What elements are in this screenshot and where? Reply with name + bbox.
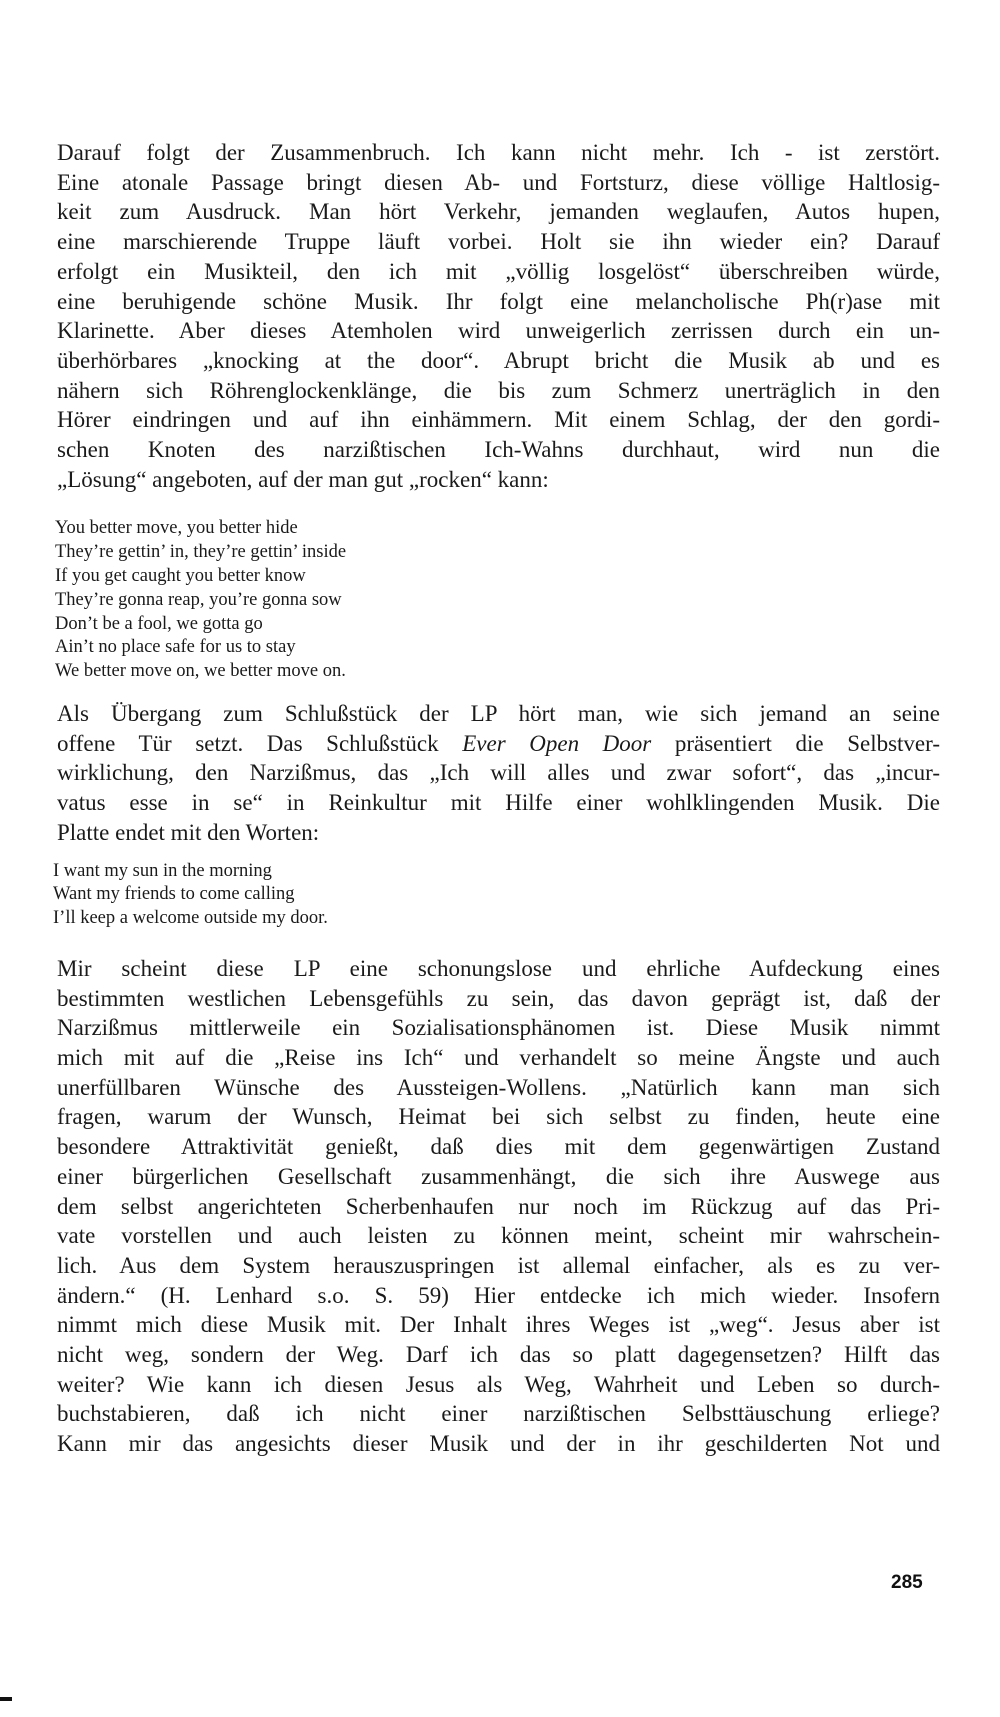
text-line: Darauf folgt der Zusammenbruch. Ich kann nicht mehr. Ich - ist zerstört. [57,140,940,165]
text-line: ändern.“ (H. Lenhard s.o. S. 59) Hier entdecke ich mich wieder. Insofern [57,1282,940,1308]
text-line: „Lösung“ angeboten, auf der man gut „rocken“ kann: [57,466,549,492]
text-line: Eine atonale Passage bringt diesen Ab- und Fortsturz, diese völlige Haltlosig- [57,169,940,195]
text-line: nähern sich Röhrenglockenklänge, die bis zum Schmerz unerträglich in den [57,377,940,403]
text-line: buchstabieren, daß ich nicht einer narzißtischen Selbsttäuschung erliege? [57,1401,940,1427]
text-line: vate vorstellen und auch leisten zu können meint, scheint mir wahrschein- [57,1223,940,1249]
text-line: unerfüllbaren Wünsche des Aussteigen-Wollens. „Natürlich kann man sich [57,1074,940,1100]
text-line: Hörer eindringen und auf ihn einhämmern. Mit einem Schlag, der den gordi- [57,407,940,433]
text-line: keit zum Ausdruck. Man hört Verkehr, jemanden weglaufen, Autos hupen, [57,199,940,225]
lyric-line: Don’t be a fool, we gotta go [55,613,263,634]
text-line: Als Übergang zum Schlußstück der LP hört man, wie sich jemand an seine [57,701,940,727]
text-line: weiter? Wie kann ich diesen Jesus als Weg, Wahrheit und Leben so durch- [57,1371,940,1397]
text-line: fragen, warum der Wunsch, Heimat bei sich selbst zu finden, heute eine [57,1104,940,1130]
text-line: nimmt mich diese Musik mit. Der Inhalt ihres Weges ist „weg“. Jesus aber ist [57,1312,940,1338]
text-line: eine marschierende Truppe läuft vorbei. Holt sie ihn wieder ein? Darauf [57,229,940,255]
text-line: Mir scheint diese LP eine schonungslose und ehrliche Aufdeckung eines [57,955,940,981]
lyric-line: If you get caught you better know [55,566,306,587]
text-line: vatus esse in se“ in Reinkultur mit Hilfe einer wohlklingenden Musik. Die [57,790,940,816]
lyric-line: You better move, you better hide [55,518,298,539]
lyric-line: I want my sun in the morning [53,860,272,881]
lyric-line: Ain’t no place safe for us to stay [55,637,296,658]
lyric-line: I’ll keep a welcome outside my door. [53,908,328,929]
lyric-line: Want my friends to come calling [53,884,295,905]
text-line: bestimmten westlichen Lebensgefühls zu sein, das davon geprägt ist, daß der [57,985,940,1011]
text-line: Klarinette. Aber dieses Atemholen wird unweigerlich zerrissen durch ein un- [57,318,940,344]
text-line: lich. Aus dem System herauszuspringen ist allemal einfacher, als es zu ver- [57,1252,940,1278]
paragraph-reflection [57,954,940,1459]
paragraph-breakdown [57,138,940,494]
text-line: wirklichung, den Narzißmus, das „Ich will alles und zwar sofort“, das „incur- [57,760,940,786]
text-line: dem selbst angerichteten Scherbenhaufen nur noch im Rückzug auf das Pri- [57,1193,940,1219]
text-line: schen Knoten des narzißtischen Ich-Wahns durchhaut, wird nun die [57,437,940,463]
text-line: Platte endet mit den Worten: [57,819,320,845]
text-line: überhörbares „knocking at the door“. Abrupt bricht die Musik ab und es [57,347,940,373]
text-line: Kann mir das angesichts dieser Musik und der in ihr geschilderten Not und [57,1431,940,1457]
text-line [57,729,940,759]
page-body [53,138,940,1459]
text-line: mich mit auf die „Reise ins Ich“ und verhandelt so meine Ängste und auch [57,1045,940,1071]
lyrics-quote-welcome [53,860,940,931]
album-song-title: Ever Open Door [462,730,652,756]
text-line: besondere Attraktivität genießt, daß dies mit dem gegenwärtigen Zustand [57,1134,940,1160]
text-line: nicht weg, sondern der Weg. Darf ich das so platt dagegensetzen? Hilft das [57,1342,940,1368]
page-number: 285 [891,1572,923,1593]
text-line: Narzißmus mittlerweile ein Sozialisationsphänomen ist. Diese Musik nimmt [57,1015,940,1041]
scan-edge-mark [0,1697,12,1701]
paragraph-ever-open-door [57,699,940,848]
lyric-line: We better move on, we better move on. [55,661,346,682]
text-segment: präsentiert die Selbstver- [651,730,940,756]
text-line: eine beruhigende schöne Musik. Ihr folgt eine melancholische Ph(r)ase mit [57,288,940,314]
lyrics-quote-move-on [55,517,940,684]
text-line: einer bürgerlichen Gesellschaft zusammenhängt, die sich ihre Auswege aus [57,1163,940,1189]
lyric-line: They’re gonna reap, you’re gonna sow [55,589,342,610]
text-segment: offene Tür setzt. Das Schlußstück [57,730,463,756]
text-line: erfolgt ein Musikteil, den ich mit „völlig losgelöst“ überschreiben würde, [57,258,940,284]
lyric-line: They’re gettin’ in, they’re gettin’ inside [55,542,347,563]
